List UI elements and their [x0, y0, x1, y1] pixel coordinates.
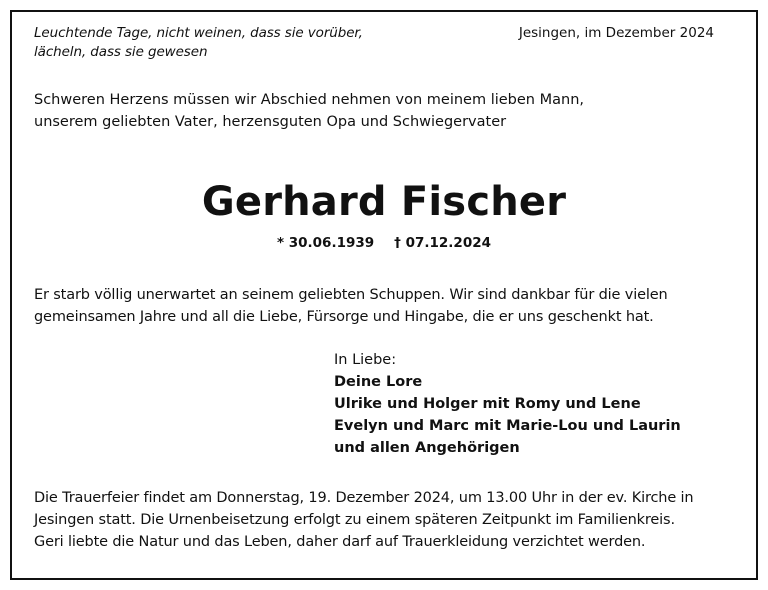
motto-quote	[34, 24, 363, 62]
family-member: und allen Angehörigen	[334, 440, 520, 456]
service-line: Jesingen statt. Die Urnenbeisetzung erfolgt zu einem späteren Zeitpunkt im Familienkreis.	[34, 512, 675, 528]
family-member: Evelyn und Marc mit Marie-Lou und Laurin	[334, 418, 681, 434]
intro-line: unserem geliebten Vater, herzensguten Opa und Schwiegervater	[34, 114, 507, 130]
family-signature	[334, 349, 681, 459]
message-text	[34, 284, 668, 328]
intro-line: Schweren Herzens müssen wir Abschied nehmen von meinem lieben Mann,	[34, 92, 584, 108]
message-line: gemeinsamen Jahre und all die Liebe, Fürsorge und Hingabe, die er uns geschenkt hat.	[34, 309, 654, 325]
life-dates	[0, 232, 768, 254]
service-line: Geri liebte die Natur und das Leben, daher darf auf Trauerkleidung verzichtet werden.	[34, 534, 646, 550]
message-line: Er starb völlig unerwartet an seinem geliebten Schuppen. Wir sind dankbar für die vielen	[34, 287, 668, 303]
intro-text	[34, 89, 584, 133]
deceased-name: Gerhard Fischer	[201, 179, 567, 225]
service-info	[34, 487, 693, 553]
service-line: Die Trauerfeier findet am Donnerstag, 19. Dezember 2024, um 13.00 Uhr in der ev. Kirche in	[34, 490, 694, 506]
birth-date: * 30.06.1939	[276, 235, 375, 251]
family-member: Ulrike und Holger mit Romy und Lene	[334, 396, 641, 412]
family-member: Deine Lore	[334, 374, 423, 390]
motto-line: Leuchtende Tage, nicht weinen, dass sie vorüber,	[34, 25, 363, 41]
family-lead: In Liebe:	[334, 352, 397, 368]
motto-line: lächeln, dass sie gewesen	[34, 44, 208, 60]
place-date: Jesingen, im Dezember 2024	[518, 25, 714, 41]
death-date: † 07.12.2024	[394, 235, 492, 251]
